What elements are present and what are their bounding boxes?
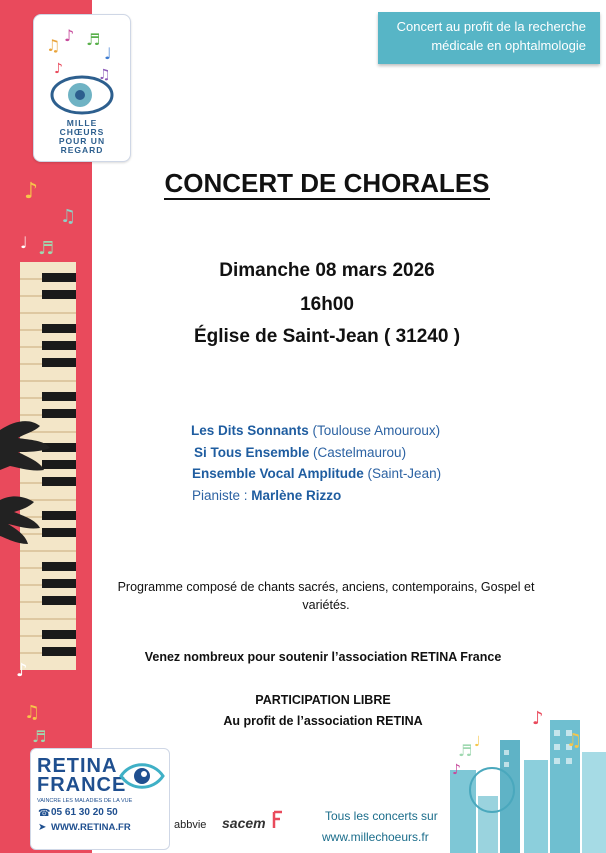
svg-text:♫: ♫ xyxy=(98,67,111,83)
choir-location: (Castelmaurou) xyxy=(309,444,407,460)
cursor-icon: ➤ xyxy=(38,822,47,833)
footer-website-link[interactable]: www.millechoeurs.fr xyxy=(322,830,429,844)
retina-tagline: VAINCRE LES MALADIES DE LA VUE xyxy=(37,798,133,804)
footer-line-1: Tous les concerts sur xyxy=(325,809,438,823)
pianist-label: Pianiste : xyxy=(192,487,252,503)
sacem-logo: sacem xyxy=(222,815,266,831)
svg-text:♬: ♬ xyxy=(86,30,101,49)
participation-beneficiary: Au profit de l’association RETINA xyxy=(223,714,423,728)
eye-music-logo-icon xyxy=(34,15,130,115)
banner-line-1: Concert au profit de la recherche xyxy=(396,19,586,34)
svg-text:♫: ♫ xyxy=(46,36,61,55)
choir-name: Les Dits Sonnants xyxy=(191,423,309,438)
svg-text:♬: ♬ xyxy=(458,741,473,760)
event-place: Église de Saint-Jean ( 31240 ) xyxy=(193,326,461,347)
page-title xyxy=(92,168,562,199)
programme-text xyxy=(100,578,552,614)
svg-text:♬: ♬ xyxy=(38,238,55,259)
choir-item xyxy=(191,442,441,464)
logo-text-choeurs: CHŒURS xyxy=(59,127,105,137)
sacem-f-mark-icon xyxy=(270,810,284,830)
svg-text:♫: ♫ xyxy=(60,206,77,227)
phone-icon: ☎ xyxy=(38,808,51,819)
title-text: CONCERT DE CHORALES xyxy=(164,168,490,198)
retina-name-1: RETINA xyxy=(37,755,118,777)
top-banner xyxy=(378,12,600,64)
choir-item xyxy=(191,420,441,442)
pianist-name: Marlène Rizzo xyxy=(251,487,342,503)
retina-website: WWW.RETINA.FR xyxy=(51,822,131,833)
support-call: Venez nombreux pour soutenir l’association RETINA France xyxy=(144,650,502,664)
pianist-item xyxy=(191,485,441,507)
programme-line-2: variétés. xyxy=(302,598,350,612)
choir-list xyxy=(191,420,441,506)
svg-text:♪: ♪ xyxy=(452,762,461,778)
banner-line-2: médicale en ophtalmologie xyxy=(431,38,586,53)
choir-location: (Saint-Jean) xyxy=(363,466,442,481)
svg-text:♫: ♫ xyxy=(566,730,583,751)
svg-text:♪: ♪ xyxy=(64,26,75,45)
svg-text:♪: ♪ xyxy=(532,708,544,729)
svg-text:♩: ♩ xyxy=(20,233,28,252)
mille-choeurs-logo xyxy=(33,14,131,162)
programme-line-1: Programme composé de chants sacrés, anciens, contemporains, Gospel et xyxy=(117,580,535,594)
choir-name: Si Tous Ensemble xyxy=(194,444,310,460)
abbvie-logo: abbvie xyxy=(174,819,207,831)
logo-text-regard: REGARD xyxy=(60,145,104,155)
choir-item xyxy=(191,463,441,485)
svg-text:♪: ♪ xyxy=(24,179,39,204)
choir-location: (Toulouse Amouroux) xyxy=(308,423,441,438)
svg-text:♪: ♪ xyxy=(54,61,63,77)
svg-text:♩: ♩ xyxy=(104,44,112,63)
participation-title: PARTICIPATION LIBRE xyxy=(255,693,391,707)
svg-text:♪: ♪ xyxy=(16,660,28,681)
event-time: 16h00 xyxy=(300,294,354,315)
city-skyline-illustration xyxy=(440,700,606,853)
retina-eye-icon xyxy=(119,757,165,795)
footer-links xyxy=(322,806,438,848)
svg-text:♬: ♬ xyxy=(32,727,47,746)
logo-text-pour-un: POUR UN xyxy=(58,136,106,146)
logo-text-mille: MILLE xyxy=(66,118,98,128)
svg-text:♫: ♫ xyxy=(24,702,41,723)
svg-text:♩: ♩ xyxy=(474,734,481,750)
choir-name: Ensemble Vocal Amplitude xyxy=(192,466,364,481)
retina-name-2: FRANCE xyxy=(37,774,127,796)
retina-phone: 05 61 30 20 50 xyxy=(51,807,118,818)
retina-france-logo xyxy=(30,748,170,850)
event-date: Dimanche 08 mars 2026 xyxy=(219,260,435,281)
